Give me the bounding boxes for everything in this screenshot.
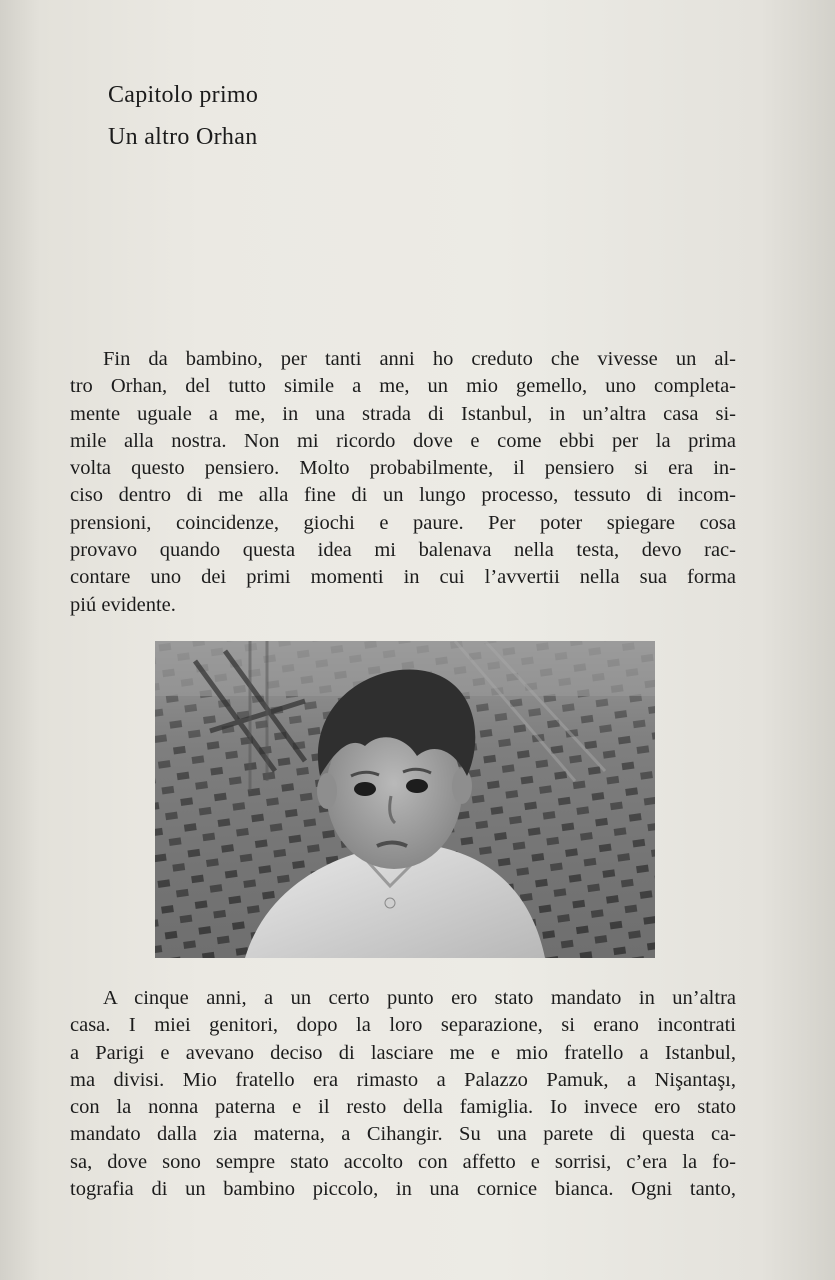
chapter-title: Un altro Orhan	[108, 124, 258, 150]
text-line: piú evidente.	[70, 593, 176, 616]
paragraph-2	[70, 985, 736, 1203]
text-line: tro Orhan, del tutto simile a me, un mio gemello, uno completa-	[70, 375, 736, 398]
text-line: volta questo pensiero. Molto probabilmente, il pensiero si era in-	[70, 457, 736, 480]
text-line: mandato dalla zia materna, a Cihangir. Su una parete di questa ca-	[70, 1123, 736, 1146]
text-line: mile alla nostra. Non mi ricordo dove e come ebbi per la prima	[70, 429, 736, 452]
paragraph-1	[70, 346, 736, 619]
text-line: sa, dove sono sempre stato accolto con affetto e sorrisi, c’era la fo-	[70, 1150, 736, 1173]
text-line: contare uno dei primi momenti in cui l’avvertii nella sua forma	[70, 566, 736, 589]
text-line: provavo quando questa idea mi balenava nella testa, devo rac-	[70, 539, 736, 562]
text-line: mente uguale a me, in una strada di Istanbul, in un’altra casa si-	[70, 402, 736, 425]
text-line: tografia di un bambino piccolo, in una cornice bianca. Ogni tanto,	[70, 1178, 736, 1201]
text-line: a Parigi e avevano deciso di lasciare me e mio fratello a Istanbul,	[70, 1041, 736, 1064]
text-line: con la nonna paterna e il resto della famiglia. Io invece ero stato	[70, 1096, 736, 1119]
child-photograph	[155, 641, 655, 958]
text-line: casa. I miei genitori, dopo la loro separazione, si erano incontrati	[70, 1014, 736, 1037]
text-line: ma divisi. Mio fratello era rimasto a Palazzo Pamuk, a Nişantaşı,	[70, 1068, 736, 1091]
chapter-label: Capitolo primo	[108, 82, 259, 108]
text-line: A cinque anni, a un certo punto ero stato mandato in un’altra	[103, 987, 736, 1009]
text-line: Fin da bambino, per tanti anni ho creduto che vivesse un al-	[103, 348, 736, 370]
text-line: prensioni, coincidenze, giochi e paure. Per poter spiegare cosa	[70, 511, 736, 534]
text-line: ciso dentro di me alla fine di un lungo processo, tessuto di incom-	[70, 484, 736, 507]
